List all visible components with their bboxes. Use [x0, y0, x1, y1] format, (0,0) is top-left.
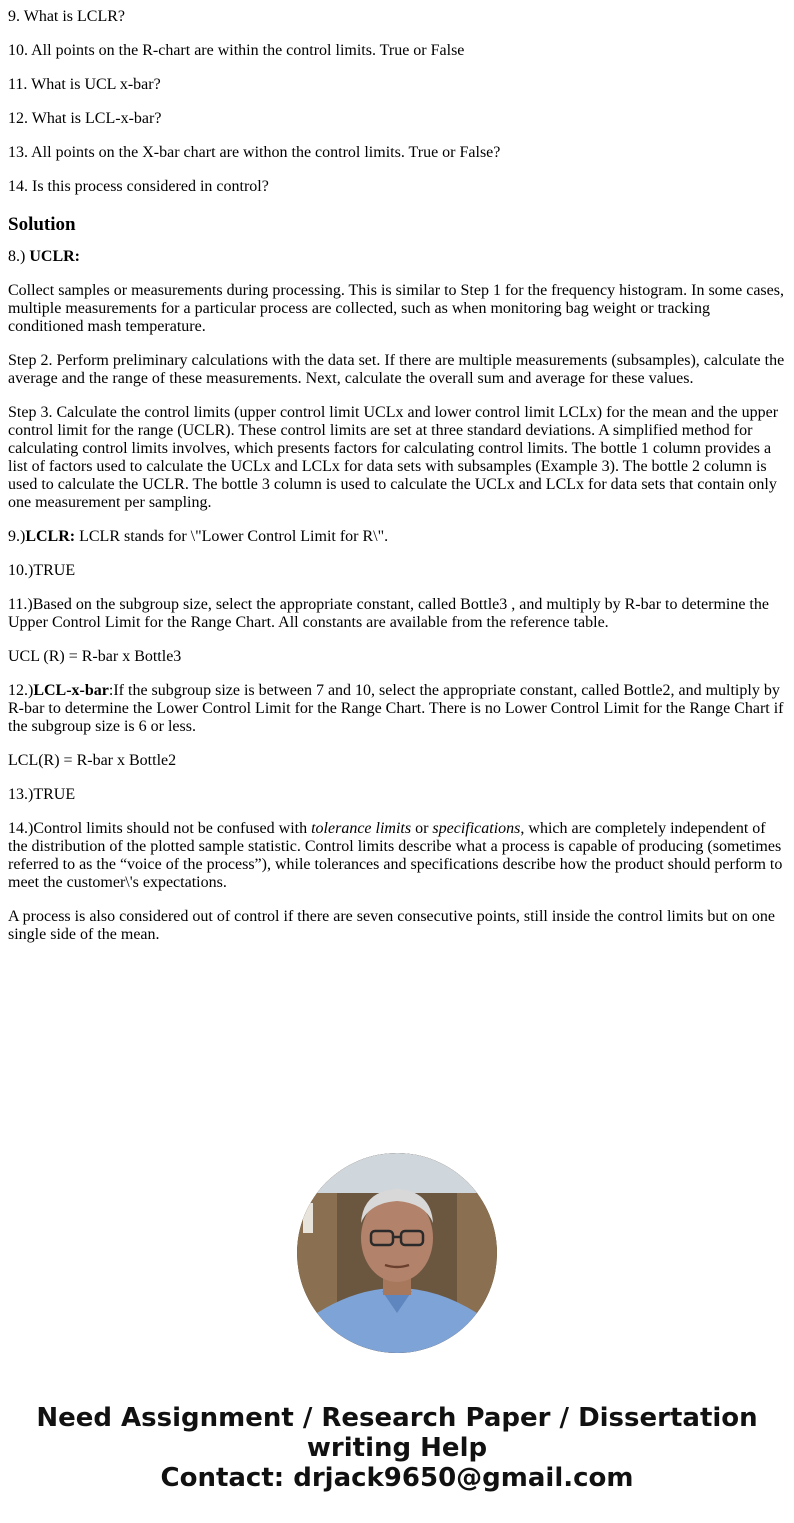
- answer-14-extra: A process is also considered out of control if there are seven consecutive points, still inside the control limits but on one single side of the mean.: [8, 908, 775, 943]
- question-10: 10. All points on the R-chart are within the control limits. True or False: [8, 42, 465, 59]
- question-12: 12. What is LCL-x-bar?: [8, 110, 162, 127]
- solution-heading: Solution: [8, 214, 76, 235]
- question-9: 9. What is LCLR?: [8, 8, 126, 25]
- answer-9-prefix: 9.): [8, 528, 26, 545]
- question-14: 14. Is this process considered in control?: [8, 178, 269, 195]
- answer-8-label: UCLR:: [29, 248, 80, 265]
- answer-12-text: :If the subgroup size is between 7 and 10, select the appropriate constant, called Bottle2, and multiply by R-bar to determine the Lower Control Limit for the Range Chart. There is no Lower Control Limit for the Range Chart if the subgroup size is 6 or less.: [8, 682, 784, 735]
- footer-contact: Contact: drjack9650@gmail.com: [160, 1463, 634, 1493]
- answer-14: [8, 820, 786, 892]
- answer-12-prefix: 12.): [8, 682, 34, 699]
- answer-11: 11.)Based on the subgroup size, select the appropriate constant, called Bottle3 , and multiply by R-bar to determine the Upper Control Limit for the Range Chart. All constants are available from the reference table.: [8, 596, 769, 631]
- answer-14-part-a: 14.)Control limits should not be confused with: [8, 820, 312, 837]
- author-portrait-icon: [297, 1153, 497, 1353]
- answer-9: [8, 528, 786, 546]
- answer-14-part-b: or: [411, 820, 433, 837]
- author-avatar: [297, 1153, 497, 1353]
- footer-line-1: Need Assignment / Research Paper / Dissertation: [36, 1403, 758, 1433]
- answer-12-label: LCL-x-bar: [33, 682, 109, 699]
- answer-14-part-c: , which are completely independent of the distribution of the plotted sample statistic. Control limits describe what a process is capable of producing (sometimes referred to as the “voice of the process”), while tolerances and specifications describe how the product should perform to meet the customer\'s expectations.: [8, 820, 783, 891]
- paragraph-step2: Step 2. Perform preliminary calculations with the data set. If there are multiple measurements (subsamples), calculate the average and the range of these measurements. Next, calculate the overall sum and average for these values.: [8, 352, 785, 387]
- answer-9-text: LCLR stands for \"Lower Control Limit for R\".: [75, 528, 389, 545]
- answer-12-formula: LCL(R) = R-bar x Bottle2: [8, 752, 177, 769]
- answer-13: 13.)TRUE: [8, 786, 76, 803]
- document-body: [8, 8, 786, 960]
- answer-8-prefix: 8.): [8, 248, 30, 265]
- footer-line-2: writing Help: [306, 1433, 488, 1463]
- answer-14-specifications: specifications: [432, 820, 521, 837]
- answer-11-formula: UCL (R) = R-bar x Bottle3: [8, 648, 182, 665]
- contact-footer: [0, 1403, 794, 1493]
- question-13: 13. All points on the X-bar chart are withon the control limits. True or False?: [8, 144, 501, 161]
- answer-10: 10.)TRUE: [8, 562, 76, 579]
- answer-9-label: LCLR:: [25, 528, 76, 545]
- answer-14-tolerance: tolerance limits: [311, 820, 412, 837]
- paragraph-collect: Collect samples or measurements during processing. This is similar to Step 1 for the frequency histogram. In some cases, multiple measurements for a particular process are collected, such as when monitoring bag weight or tracking conditioned mash temperature.: [8, 282, 784, 335]
- answer-12: [8, 682, 786, 736]
- paragraph-step3: Step 3. Calculate the control limits (upper control limit UCLx and lower control limit LCLx) for the mean and the upper control limit for the range (UCLR). These control limits are set at three standard deviations. A simplified method for calculating control limits involves, which presents factors for calculating control limits. The bottle 1 column provides a list of factors used to calculate the UCLx and LCLx for data sets with subsamples (Example 3). The bottle 2 column is used to calculate the UCLR. The bottle 3 column is used to calculate the UCLx and LCLx for data sets that contain only one measurement per sampling.: [8, 404, 779, 511]
- answer-8: [8, 248, 786, 266]
- question-11: 11. What is UCL x-bar?: [8, 76, 161, 93]
